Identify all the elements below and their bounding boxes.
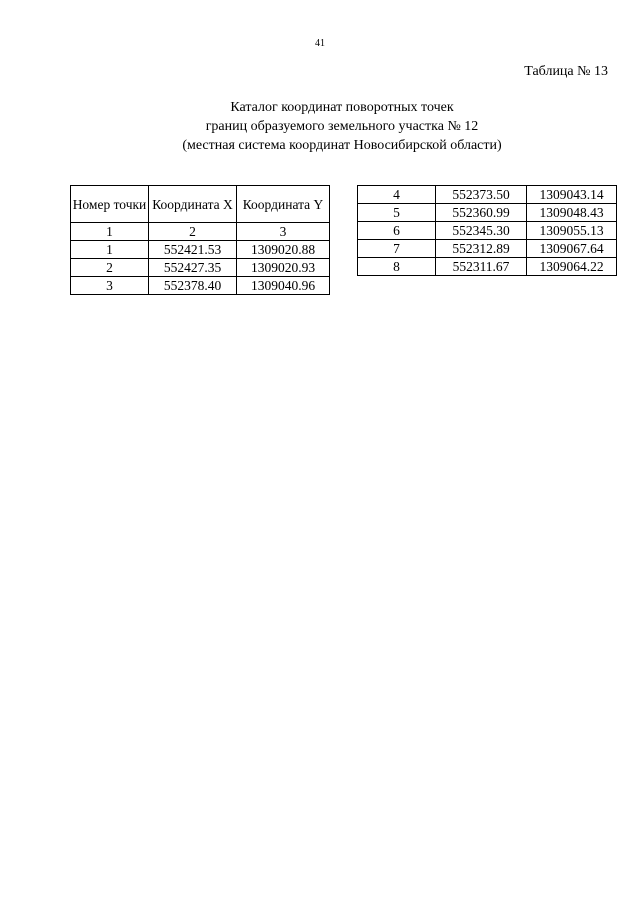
- coordinate-y-cell: 1309055.13: [527, 222, 617, 240]
- coordinate-x-cell: 552312.89: [436, 240, 527, 258]
- coordinate-x-cell: 552311.67: [436, 258, 527, 276]
- coordinates-table-left: [70, 185, 330, 295]
- title-line-1: Каталог координат поворотных точек: [230, 100, 454, 115]
- point-number-cell: 7: [358, 240, 436, 258]
- column-number-cell: 1: [71, 223, 149, 241]
- column-number-cell: 2: [149, 223, 237, 241]
- coordinate-y-cell: 1309043.14: [527, 186, 617, 204]
- point-number-cell: 3: [71, 277, 149, 295]
- header-coordinate-y: Координата Y: [237, 186, 330, 223]
- table-row: [358, 222, 617, 240]
- coordinate-y-cell: 1309040.96: [237, 277, 330, 295]
- table-row: [358, 258, 617, 276]
- coordinate-x-cell: 552378.40: [149, 277, 237, 295]
- table-row: [71, 277, 330, 295]
- table-body-right: [358, 186, 617, 276]
- catalog-title: [0, 98, 640, 155]
- coordinate-x-cell: 552360.99: [436, 204, 527, 222]
- coordinate-x-cell: 552421.53: [149, 241, 237, 259]
- point-number-cell: 2: [71, 259, 149, 277]
- coordinate-y-cell: 1309020.93: [237, 259, 330, 277]
- coordinate-x-cell: 552373.50: [436, 186, 527, 204]
- point-number-cell: 5: [358, 204, 436, 222]
- coordinates-table-right: [357, 185, 617, 276]
- point-number-cell: 8: [358, 258, 436, 276]
- column-number-cell: 3: [237, 223, 330, 241]
- page-number: 41: [315, 38, 325, 49]
- table-row: [358, 204, 617, 222]
- table-header-row: [71, 186, 330, 223]
- point-number-cell: 4: [358, 186, 436, 204]
- table-label: Таблица № 13: [524, 64, 608, 79]
- table-row: [71, 259, 330, 277]
- coordinate-y-cell: 1309064.22: [527, 258, 617, 276]
- table-row: [358, 240, 617, 258]
- column-number-row: [71, 223, 330, 241]
- coordinate-y-cell: 1309048.43: [527, 204, 617, 222]
- table-body-left: [71, 241, 330, 295]
- header-coordinate-x: Координата X: [149, 186, 237, 223]
- table-row: [71, 241, 330, 259]
- coordinate-x-cell: 552345.30: [436, 222, 527, 240]
- table-row: [358, 186, 617, 204]
- coordinate-y-cell: 1309067.64: [527, 240, 617, 258]
- title-line-3: (местная система координат Новосибирской области): [182, 138, 502, 153]
- title-line-2: границ образуемого земельного участка № 12: [205, 119, 479, 134]
- header-point-number: Номер точки: [71, 186, 149, 223]
- point-number-cell: 6: [358, 222, 436, 240]
- coordinate-x-cell: 552427.35: [149, 259, 237, 277]
- point-number-cell: 1: [71, 241, 149, 259]
- coordinate-y-cell: 1309020.88: [237, 241, 330, 259]
